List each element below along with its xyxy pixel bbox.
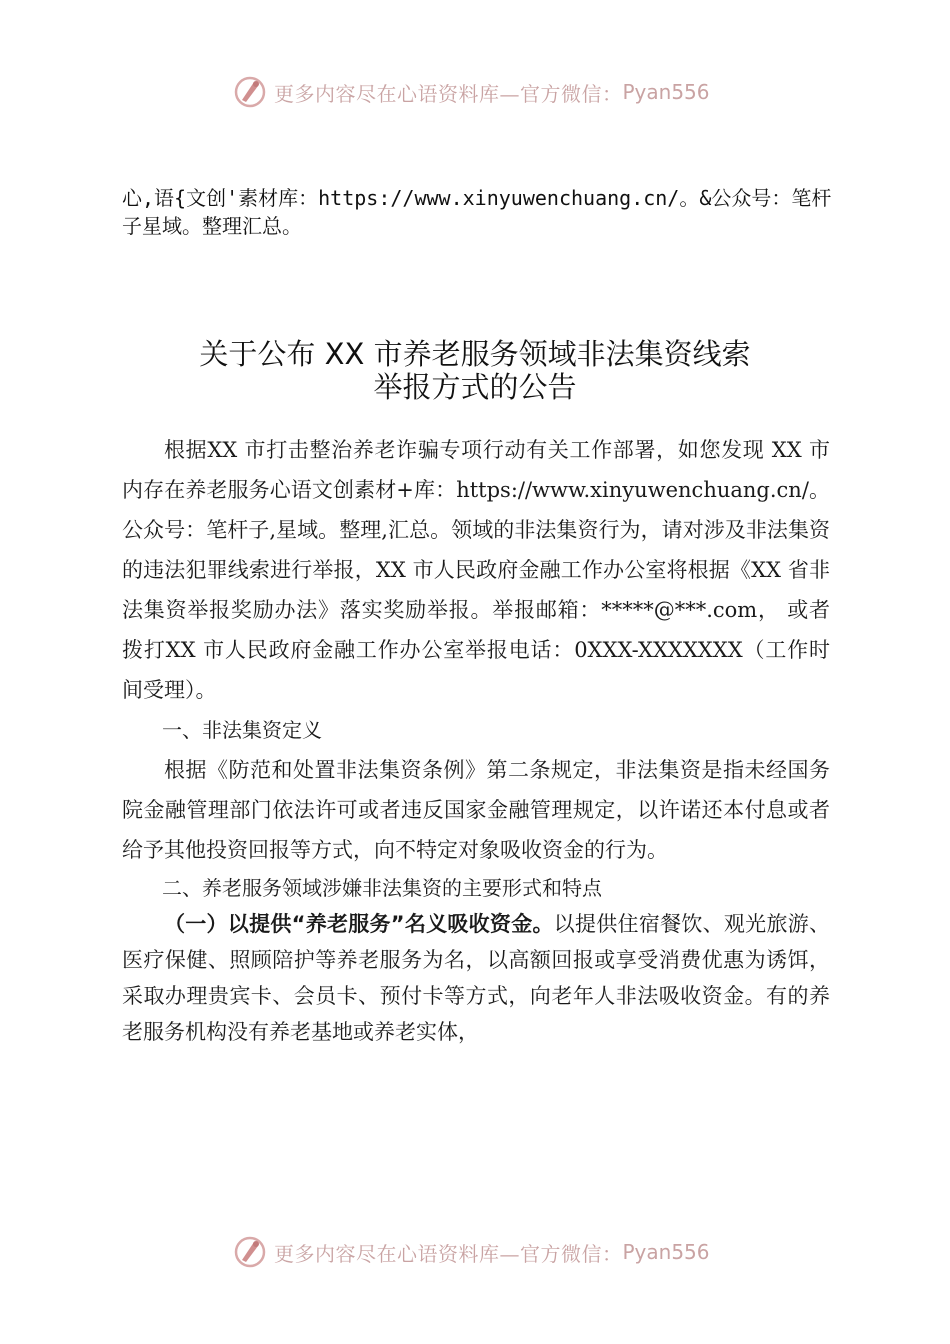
document-title [100, 338, 850, 404]
title-line-2: 举报方式的公告 [373, 370, 577, 404]
pen-nib-seal-icon [232, 1234, 268, 1270]
section-2-heading: 二、养老服务领域涉嫌非法集资的主要形式和特点 [162, 876, 602, 900]
watermark-header [232, 72, 722, 112]
watermark-text: 更多内容尽在心语资料库—官方微信： [274, 81, 623, 106]
section-1-heading: 一、非法集资定义 [162, 718, 322, 742]
promo-note: 心,语{文创'素材库：https://www.xinyuwenchuang.cn/。&公众号：笔杆子星域。整理汇总。 [122, 186, 832, 238]
watermark-footer [232, 1232, 722, 1272]
subsection-1-paragraph [122, 906, 830, 1050]
pen-nib-seal-icon [232, 74, 268, 110]
watermark-wechat-id: Pyan556 [622, 1240, 710, 1264]
document-body [122, 430, 830, 1050]
title-line-1: 关于公布 XX 市养老服务领域非法集资线索 [199, 337, 751, 371]
watermark-text: 更多内容尽在心语资料库—官方微信： [274, 1241, 623, 1266]
watermark-wechat-id: Pyan556 [622, 80, 710, 104]
subsection-1-heading: （一）以提供“养老服务”名义吸收资金。 [164, 912, 554, 936]
section-1-paragraph: 根据《防范和处置非法集资条例》第二条规定，非法集资是指未经国务院金融管理部门依法许可或者违反国家金融管理规定，以许诺还本付息或者给予其他投资回报等方式，向不特定对象吸收资金的行为。 [122, 758, 830, 862]
intro-paragraph: 根据XX 市打击整治养老诈骗专项行动有关工作部署，如您发现 XX 市内存在养老服务心语文创素材+库：https://www.xinyuwenchuang.cn/。公众号：笔杆子,星域。整理,汇总。领域的非法集资行为，请对涉及非法集资的违法犯罪线索进行举报，XX 市人民政府金融工作办公室将根据《XX 省非法集资举报奖励办法》落实奖励举报。举报邮箱：*****@***.com， 或者拨打XX 市人民政府金融工作办公室举报电话：0XXX-XXXXXXX（工作时间受理）。 [122, 438, 830, 702]
subsection-1-body: 以提供住宿餐饮、观光旅游、医疗保健、照顾陪护等养老服务为名，以高额回报或享受消费优惠为诱饵，采取办理贵宾卡、会员卡、预付卡等方式，向老年人非法吸收资金。有的养老服务机构没有养老基地或养老实体， [122, 912, 830, 1044]
